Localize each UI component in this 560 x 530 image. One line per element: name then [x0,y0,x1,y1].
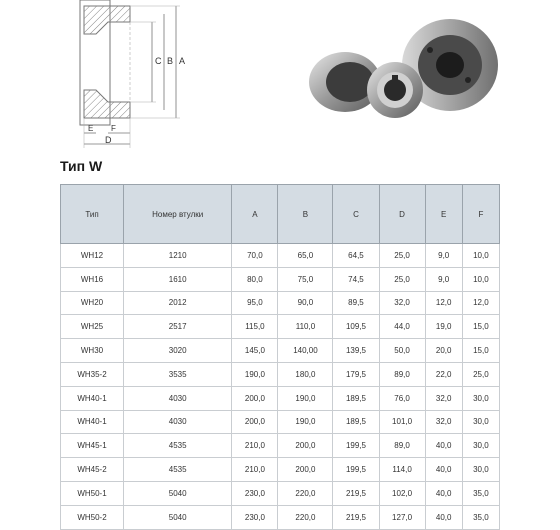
column-header: A [232,185,278,244]
table-cell: 12,0 [462,291,499,315]
table-cell: 64,5 [333,244,379,268]
table-row [61,458,500,482]
table-cell: 4030 [124,386,232,410]
table-cell: 199,5 [333,458,379,482]
table-cell: 219,5 [333,481,379,505]
table-cell: 15,0 [462,339,499,363]
table-cell: 2517 [124,315,232,339]
section-title: Тип W [60,158,103,174]
table-cell: 5040 [124,505,232,529]
table-cell: WH20 [61,291,124,315]
bushing-hub-illustration [300,10,500,125]
dim-label-f: F [111,124,116,133]
table-cell: 74,5 [333,267,379,291]
table-cell: 35,0 [462,481,499,505]
table-cell: 219,5 [333,505,379,529]
table-cell: WH16 [61,267,124,291]
table-cell: 230,0 [232,481,278,505]
table-cell: 40,0 [425,458,462,482]
table-header-row [61,185,500,244]
table-cell: 44,0 [379,315,425,339]
table-cell: WH40-1 [61,410,124,434]
table-cell: 4030 [124,410,232,434]
table-cell: 90,0 [278,291,333,315]
table-cell: 32,0 [379,291,425,315]
table-cell: 230,0 [232,505,278,529]
table-cell: WH25 [61,315,124,339]
table-cell: 114,0 [379,458,425,482]
table-row [61,410,500,434]
table-cell: 210,0 [232,458,278,482]
table-cell: 10,0 [462,244,499,268]
table-cell: 1610 [124,267,232,291]
table-cell: 179,5 [333,362,379,386]
table-cell: 210,0 [232,434,278,458]
table-cell: 9,0 [425,267,462,291]
table-cell: 65,0 [278,244,333,268]
table-cell: WH45-1 [61,434,124,458]
column-header: B [278,185,333,244]
table-cell: 20,0 [425,339,462,363]
dim-label-a: A [179,56,186,66]
table-cell: 101,0 [379,410,425,434]
table-cell: 19,0 [425,315,462,339]
table-cell: 220,0 [278,481,333,505]
table-cell: 190,0 [278,410,333,434]
table-cell: 109,5 [333,315,379,339]
table-cell: 139,5 [333,339,379,363]
table-cell: 1210 [124,244,232,268]
table-cell: 25,0 [379,267,425,291]
technical-drawing [60,0,200,150]
column-header: C [333,185,379,244]
table-cell: 115,0 [232,315,278,339]
cross-section-diagram [60,0,200,150]
table-cell: 9,0 [425,244,462,268]
table-cell: 89,5 [333,291,379,315]
table-cell: 89,0 [379,362,425,386]
table-cell: 95,0 [232,291,278,315]
table-cell: 220,0 [278,505,333,529]
table-cell: 102,0 [379,481,425,505]
table-cell: 40,0 [425,505,462,529]
column-header: Тип [61,185,124,244]
table-cell: 190,0 [232,362,278,386]
table-cell: 30,0 [462,386,499,410]
dim-label-b: B [167,56,174,66]
table-cell: 199,5 [333,434,379,458]
table-cell: 22,0 [425,362,462,386]
dim-label-d: D [105,135,112,145]
table-cell: 89,0 [379,434,425,458]
table-cell: WH30 [61,339,124,363]
table-cell: 2012 [124,291,232,315]
table-row [61,291,500,315]
table-cell: 40,0 [425,434,462,458]
column-header: E [425,185,462,244]
table-cell: 32,0 [425,410,462,434]
column-header: Номер втулки [124,185,232,244]
table-cell: 140,00 [278,339,333,363]
table-cell: 30,0 [462,458,499,482]
table-cell: 12,0 [425,291,462,315]
table-cell: 4535 [124,434,232,458]
table-cell: WH50-1 [61,481,124,505]
table-cell: WH12 [61,244,124,268]
table-cell: 30,0 [462,410,499,434]
table-cell: 145,0 [232,339,278,363]
column-header: D [379,185,425,244]
table-cell: 127,0 [379,505,425,529]
table-row [61,339,500,363]
table-cell: 70,0 [232,244,278,268]
table-cell: 25,0 [379,244,425,268]
table-cell: 40,0 [425,481,462,505]
table-cell: 5040 [124,481,232,505]
table-row [61,386,500,410]
table-cell: 80,0 [232,267,278,291]
table-cell: 30,0 [462,434,499,458]
table-row [61,362,500,386]
dimensions-table [60,184,500,530]
table-row [61,505,500,529]
dim-label-e: E [88,124,94,133]
table-cell: WH50-2 [61,505,124,529]
table-cell: 10,0 [462,267,499,291]
table-cell: 110,0 [278,315,333,339]
table-cell: WH35-2 [61,362,124,386]
product-photo [300,10,500,125]
table-cell: 25,0 [462,362,499,386]
table-row [61,315,500,339]
table-cell: 32,0 [425,386,462,410]
table-cell: 200,0 [278,434,333,458]
table-body [61,244,500,530]
table-cell: 200,0 [278,458,333,482]
table-row [61,267,500,291]
table-cell: 3020 [124,339,232,363]
table-cell: 190,0 [278,386,333,410]
table-cell: 189,5 [333,386,379,410]
column-header: F [462,185,499,244]
table-cell: 4535 [124,458,232,482]
table-cell: WH45-2 [61,458,124,482]
dim-label-c: C [155,56,162,66]
table-cell: 3535 [124,362,232,386]
table-cell: 35,0 [462,505,499,529]
table-cell: 180,0 [278,362,333,386]
table-cell: 15,0 [462,315,499,339]
table-cell: 76,0 [379,386,425,410]
table-cell: 189,5 [333,410,379,434]
table-row [61,434,500,458]
table-row [61,244,500,268]
table-cell: WH40-1 [61,386,124,410]
table-cell: 75,0 [278,267,333,291]
table-cell: 50,0 [379,339,425,363]
table-row [61,481,500,505]
table-cell: 200,0 [232,386,278,410]
table-cell: 200,0 [232,410,278,434]
